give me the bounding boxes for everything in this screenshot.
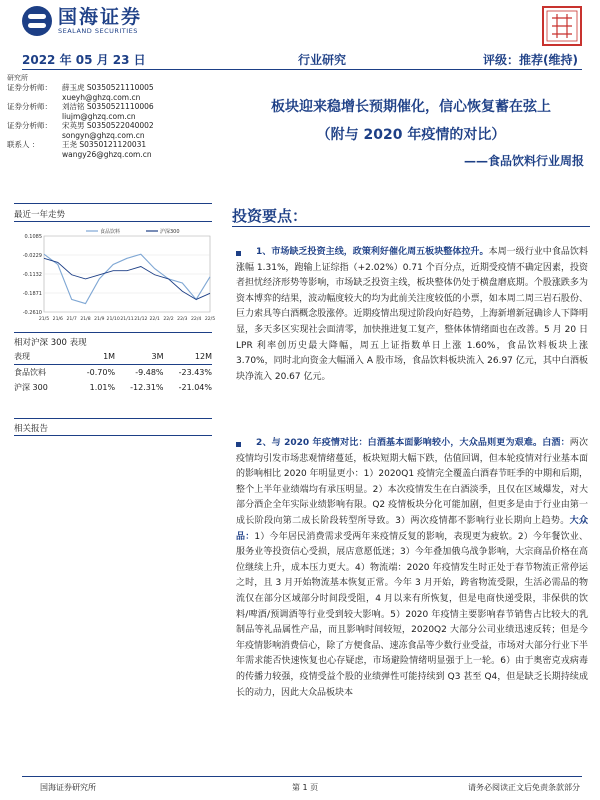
- performance-table: [14, 349, 212, 395]
- analyst-name: 王尧 S0350121120031: [62, 140, 147, 149]
- y-tick-label: -0.1871: [22, 291, 42, 297]
- footer-disclaimer: 请务必阅读正文后免责条款部分: [468, 783, 580, 792]
- paragraph-body: 1）今年居民消费需求受两年来疫情反复的影响，表现更为疲软。2）今年餐饮业、服务业等投资信心受损，展店意愿低迷；3）今年叠加俄乌战争影响，大宗商品价格在高位继续上升，成本压力更大。4）物流端：2020 年疫情发生时正处于春节物流正常停运之时，且 3 月开始物流基本恢复正常。今年 3 月开始，跨省物流受限，生活必需品的物流仅在部分区域部分时间段受阻，4 月以来有所恢复，但是电商快递受限，非保供的饮料/啤酒/预调酒等行业受到较大影响。5）2020 年疫情主要影响春节销售占比较大的乳制品等礼品属性产品，而且影响时间较短，2020Q2 大部分公司业绩迅速反转；但是今年疫情影响消费信心，除了方便食品、速冻食品等少数行业受益，市场对大部分行业下半年需求能否快速恢复也心存疑虑，市场避险情绪明显强于上一轮。6）由于奥密克戎病毒的传播力较强，疫情受益个股的业绩弹性可能持续到 Q3 甚至 Q4，但是缺乏长期持续成长的动力，因此大众品板块本: [236, 531, 588, 698]
- analyst-list: [7, 83, 212, 159]
- table-cell: -21.04%: [178, 383, 212, 392]
- paragraph-subheading: 大众品：: [236, 515, 588, 542]
- analyst-entry: [7, 140, 212, 150]
- x-tick-label: 22/4: [191, 317, 202, 322]
- analyst-role: 证券分析师：: [7, 102, 52, 111]
- seal-stamp-icon: [540, 4, 584, 48]
- highlight-paragraph-2: [236, 436, 588, 701]
- series-line-food-beverage: [44, 254, 210, 303]
- analyst-role: 联系人 ：: [7, 140, 40, 149]
- x-tick-label: 22/3: [177, 317, 188, 322]
- column-header: 1M: [103, 352, 116, 361]
- x-tick-label: 21/11: [120, 317, 134, 322]
- analyst-name: 薛玉虎 S0350521110005: [62, 83, 154, 92]
- x-tick-label: 21/10: [106, 317, 120, 322]
- x-tick-label: 21/12: [134, 317, 148, 322]
- analyst-email[interactable]: liujm@ghzq.com.cn: [62, 111, 136, 121]
- analyst-entry: [7, 83, 212, 93]
- report-category: 行业研究: [298, 53, 347, 67]
- report-series: ——食品饮料行业周报: [463, 154, 584, 168]
- analyst-email[interactable]: xueyh@ghzq.com.cn: [62, 92, 141, 102]
- table-cell: -23.43%: [178, 368, 212, 377]
- table-cell: -9.48%: [135, 368, 164, 377]
- trend-chart: [14, 226, 214, 330]
- analyst-role: 证券分析师：: [7, 121, 52, 130]
- paragraph-heading: 2、与 2020 年疫情对比：白酒基本面影响较小，大众品则更为艰难。: [256, 438, 543, 448]
- divider: [14, 332, 212, 333]
- investment-highlights-title: 投资要点：: [232, 207, 308, 225]
- analyst-email[interactable]: wangy26@ghzq.com.cn: [62, 149, 152, 159]
- column-header: 12M: [194, 352, 212, 361]
- table-cell: -12.31%: [130, 383, 164, 392]
- paragraph-body: 本周一级行业中食品饮料涨幅 1.31%，跑输上证综指（+2.02%）0.71 个百分点，近期受疫情不确定因素，投资者担忧经济形势等影响，市场缺乏投资主线，板块整体仍处于横盘磨底期。个股涨跌多为资本博弈的结果，波动幅度较大的均为此前关注度较低的小票，如本周二周三岩石股份、巨力索具等白酒概念股涨停。近期疫情出现过阶段向好趋势，上海新增新冠确诊人下降明显，多天多区实现社会面清零，加快推进复工复产，整体体情绪面也在改善。5 月 20 日 LPR 利率创历史最大降幅，周五上证指数单日上涨 1.60%，食品饮料板块上涨 3.70%，同时北向资金大幅涌入 A 股市场，食品饮料板块流入 26.97 亿元，其中白酒板块净流入 20.67 亿元。: [236, 247, 588, 382]
- footer-source: 国海证券研究所: [40, 783, 96, 792]
- analyst-email[interactable]: songyn@ghzq.com.cn: [62, 130, 145, 140]
- related-reports-title: 相关报告: [14, 424, 49, 434]
- logo-icon: [22, 6, 52, 36]
- x-tick-label: 21/5: [38, 317, 50, 322]
- company-logo: [22, 6, 142, 36]
- column-header: 3M: [151, 352, 164, 361]
- report-subtitle: （附与 2020 年疫情的对比）: [316, 127, 506, 143]
- performance-title: 相对沪深 300 表现: [14, 338, 87, 348]
- analyst-name: 宋英男 S0350522040002: [62, 121, 154, 130]
- y-tick-label: -0.2610: [22, 310, 42, 316]
- table-cell: 食品饮料: [14, 368, 46, 377]
- table-row: [14, 365, 212, 381]
- legend-label: 沪深300: [160, 229, 180, 235]
- y-tick-label: 0.1085: [24, 234, 42, 240]
- logo-en-text: SEALAND SECURITIES: [58, 27, 138, 35]
- analyst-name: 刘洁铭 S0350521110006: [62, 102, 154, 111]
- analyst-entry: [7, 121, 212, 131]
- table-header-row: [14, 349, 212, 365]
- report-meta-bar: [22, 48, 582, 70]
- paragraph-body: 两次疫情均引发市场悲观情绪蔓延，板块短期大幅下跌，估值回调，但本轮疫情对行业基本面的影响相比 2020 年明显更小：1）2020Q1 疫情完全覆盖白酒春节旺季的中期和后期，整个上半年业绩端均有承压明显。2）本次疫情发生在白酒淡季，且仅在区域爆发，对大部分酒企全年实际业绩影响有限。Q2 疫情板块分化可能加剧，但更多是由于行业由第一成长阶段向第二成长阶段转型所导致。3）两次疫情都不影响行业长期向上趋势。: [236, 438, 588, 526]
- research-dept-label: 研究所: [7, 74, 28, 82]
- divider: [14, 221, 212, 222]
- highlight-paragraph-1: [236, 245, 588, 385]
- report-title: 板块迎来稳增长预期催化，信心恢复蓄在弦上: [271, 99, 551, 115]
- legend-label: 食品饮料: [100, 229, 121, 235]
- x-tick-label: 21/6: [52, 317, 63, 322]
- x-tick-label: 21/9: [94, 317, 105, 322]
- x-tick-label: 22/5: [204, 317, 216, 322]
- table-row: [14, 380, 212, 395]
- page-header: [0, 0, 600, 48]
- x-tick-label: 22/1: [149, 317, 160, 322]
- divider: [14, 418, 212, 419]
- trend-title: 最近一年走势: [14, 210, 66, 220]
- analyst-role: 证券分析师：: [7, 83, 52, 92]
- table-cell: 沪深 300: [14, 383, 48, 392]
- divider: [14, 203, 212, 204]
- divider: [14, 435, 212, 436]
- divider: [232, 226, 590, 227]
- page-number: 第 1 页: [292, 783, 319, 792]
- logo-cn-text: 国海证券: [58, 6, 143, 28]
- y-tick-label: -0.0229: [22, 253, 42, 259]
- table-cell: 1.01%: [89, 383, 116, 392]
- column-header: 表现: [14, 352, 30, 361]
- x-tick-label: 22/2: [163, 317, 174, 322]
- x-tick-label: 21/8: [80, 317, 91, 322]
- report-rating: 评级：推荐(维持): [483, 53, 578, 67]
- table-cell: -0.70%: [86, 368, 116, 377]
- paragraph-subheading: 白酒：: [542, 438, 570, 448]
- footer-divider: [22, 776, 582, 777]
- report-date: 2022 年 05 月 23 日: [22, 53, 146, 67]
- y-tick-label: -0.1132: [22, 272, 42, 278]
- paragraph-heading: 1、市场缺乏投资主线，政策利好催化周五板块整体拉升。: [256, 247, 489, 257]
- analyst-panel: [7, 74, 212, 159]
- x-tick-label: 21/7: [66, 317, 77, 322]
- analyst-entry: [7, 102, 212, 112]
